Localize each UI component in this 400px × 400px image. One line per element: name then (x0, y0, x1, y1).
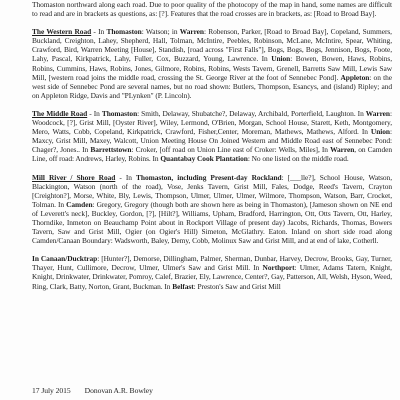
paragraph-gap (32, 100, 392, 109)
town-name: Warren (179, 27, 204, 37)
town-name: Appleton (340, 72, 370, 82)
paragraph-gap (32, 18, 392, 27)
text-run: : Smith, Delaway, Shubatche?, Delaway, Archibald, Porterfield, Laughton. In (137, 108, 366, 118)
town-name: Thomaston (101, 108, 138, 118)
town-name: In Canaan/Ducktrap (32, 254, 98, 264)
western-road-paragraph (32, 27, 392, 100)
town-name: Thomaston, including Present-day Rockland (136, 172, 282, 182)
text-run: : Croker, [off road on Union Line east of Croker: Wells, Miles], In (131, 145, 331, 155)
town-name: Barrettstown (90, 145, 132, 155)
town-name: Quantabay Cook Plantation (160, 154, 248, 164)
text-run: : [___lle?], School House, Watson, Blackington, Watson (north of the road), Vose, Jenks Tavern, Grist Mill, Fales, Dodge, Reed's Tavern, Crayton [Creighton?], Morse, White, Bly, Lewis, Thompson, Ulmer, Ulmer, Ulmer, Wilmore, Thompson, Watson, Barr, Crocket, Tolman. In (32, 172, 392, 209)
intro-text: Thomaston northward along each road. Due to poor quality of the photocopy of the map in hand, some names are difficult to read and are in brackets as questions, as: [?]. Features that the road crosses are in brackets, as: [Road to Broad Bay]. (32, 0, 392, 19)
paragraph-gap (32, 245, 392, 254)
footer-author: Donovan A.R. Bowley (84, 386, 153, 395)
town-name: Belfast (172, 281, 194, 291)
town-name: Thomaston (106, 27, 142, 37)
middle-road-paragraph (32, 109, 392, 164)
town-name: Camden (66, 199, 93, 209)
western-road-heading: The Western Road (32, 27, 92, 37)
mill-river-paragraph (32, 173, 392, 246)
text-run: - In (91, 27, 107, 37)
town-name: Northport (262, 263, 295, 273)
footer-date: 17 July 2015 (32, 386, 71, 395)
town-name: Warren (365, 108, 390, 118)
text-run: : Gregory, Gregory (though both are shown here as being in Thomaston), [Jameson shown on NE end of Leverett's neck], Buckley, Gordon, [?], [Hilt?], Williams, Upham, Bradford, Harrington, Ott, Otts Tavern, Ott, Harley, Thorndike, Inmeton on Beauchamp Point about in Rockport Village of present day) Jacobs, Richards, Thomas, Bowers Tavern, Saw and Grist Mill, Ogier (on Ogier's Hill) Simeton, McGlathry. Eaton. Inland on short side road along Camden/Canaan Boundary: Wadsworth, Baley, Demy, Cobb, Molinux Saw and Grist Mill, and at end of lake, Cotherll. (32, 199, 392, 246)
town-name: Warren (330, 145, 355, 155)
text-run: : Watson; in (141, 27, 180, 37)
text-run: : [Hunter?], Demorse, Dillingham, Palmer, Sherman, Dunbar, Harvey, Decrow, Brooks, Gay, Turner, Thayer, Hunt, Cullimore, Decrow, Ulmer, Ulmer's Saw and Grist Mill. In (32, 254, 392, 273)
middle-road-heading: The Middle Road (32, 108, 88, 118)
text-run: - In (115, 172, 137, 182)
mill-river-heading: Mill River / Shore Road (32, 172, 116, 182)
text-run: : Preston's Saw and Grist Mill (193, 281, 281, 291)
text-run: : Woodcock, [?], Grist Mill, [Oyster River], Wiley, Lermond, O'Brien, Morgan, School House, Starett, Keth, Montgomery, Mero, Watts, Cobb, Copeland, Kirkpatrick, Crawford, Fisher,Center, Moreman, Mathews, Mathews, Alford. In (32, 108, 392, 137)
town-name: Union (370, 127, 390, 137)
canaan-paragraph (32, 254, 392, 290)
text-run: - In (87, 108, 102, 118)
text-run: : Maxcy, Grist Mill, Maxey, Walcott, Union Meeting House On Joined Western and Middle Road east of Sennebec Pond: Chager?, Jones.. In (32, 127, 392, 155)
text-run: , on Camden Line, off road: Andrews, Harley, Robins. In (32, 145, 393, 164)
text-run: : Ulmer, Adams Tatern, Knight, Knight, Drinkwater, Drinkwater, Pomroy, Calef, Brazier, Ely, Lawrence, Center?, Gay, Patterson, All, Welsh, Hyson, Weed, Ring, Clark, Batty, Norton, Grant, Buckman. In (32, 263, 392, 291)
town-name: Union (271, 54, 291, 64)
text-run: : Bowen, Bowen, Haws, Robins, Robins, Cummins, Haws, Robins, Jones, Gilmore, Robins, Robins, Wests Tavern, Grenell, Barretts Saw Mill, Lewis Saw Mill, [western road joins the middle road, crossing the St. George River at the foot of Sennebec Pond]. (32, 54, 392, 82)
text-run: : on the west side of Sennebec Pond are several names, but no road shown: Butlers, Thompson, Esancys, and (island) Ripley; and on Appleton Ridge, Davis and "PLynken" (P. Lincoln). (32, 72, 392, 100)
document-footer (32, 386, 153, 395)
paragraph-gap (32, 164, 392, 173)
intro-paragraph (32, 0, 392, 18)
text-run: : No one listed on the middle road. (247, 154, 349, 164)
text-run: : Robenson, Parker, [Road to Broad Bay], Copeland, Summers, Buckland, Creighton, Lahey, Shepherd, Hall, Tolman, McIntire, Peebles, Robinson, McLane, McIntire, Spear, Whiting, Crawford, Bird, Warren Meeting [House], Standish, [road across "First Falls"], Bogs, Bogs, Bogs, Jennison, Bogs, Foote, Lahy, Pascal, Kirkpatrick, Lahy, Fuller, Cox, Buzzard, Young, Lawrence. In (32, 27, 392, 64)
